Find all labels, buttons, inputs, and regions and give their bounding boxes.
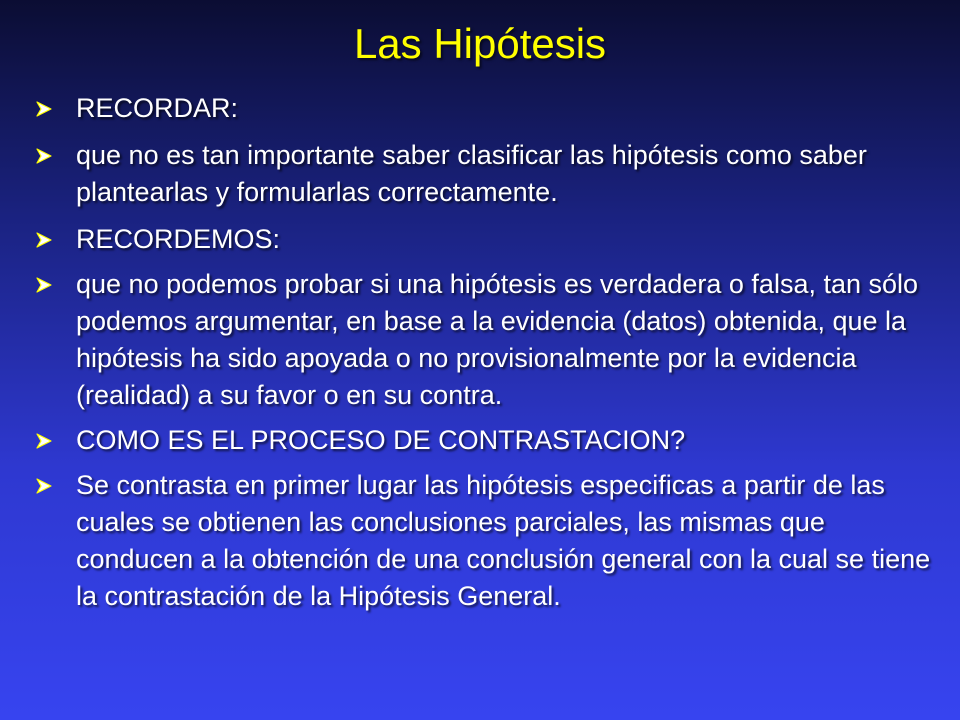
- bullet-text: RECORDAR:: [76, 93, 239, 123]
- arrowhead-bullet-icon: [36, 478, 52, 494]
- bullet-item: [36, 90, 936, 127]
- bullet-item: [36, 467, 936, 615]
- bullet-list: [36, 90, 936, 615]
- arrowhead-bullet-icon: [36, 433, 52, 449]
- bullet-text: que no es tan importante saber clasificar las hipótesis como saber plantearlas y formularlas correctamente.: [76, 140, 867, 207]
- arrowhead-bullet-icon: [36, 277, 52, 293]
- arrowhead-bullet-icon: [36, 232, 52, 248]
- bullet-text: que no podemos probar si una hipótesis es verdadera o falsa, tan sólo podemos argumentar, en base a la evidencia (datos) obtenida, que la hipótesis ha sido apoyada o no provisionalmente por la evidencia (realidad) a su favor o en su contra.: [76, 269, 919, 410]
- slide-title: Las Hipótesis: [353, 20, 607, 67]
- bullet-item: [36, 266, 936, 414]
- bullet-text: COMO ES EL PROCESO DE CONTRASTACION?: [76, 425, 686, 455]
- bullet-text: Se contrasta en primer lugar las hipótesis especificas a partir de las cuales se obtienen las conclusiones parciales, las mismas que conducen a la obtención de una conclusión general con la cual se tiene la contrastación de la Hipótesis General.: [76, 470, 931, 611]
- bullet-item: [36, 221, 936, 258]
- bullet-item: [36, 137, 936, 211]
- arrowhead-bullet-icon: [36, 148, 52, 164]
- bullet-text: RECORDEMOS:: [76, 224, 281, 254]
- bullet-item: [36, 422, 936, 459]
- arrowhead-bullet-icon: [36, 101, 52, 117]
